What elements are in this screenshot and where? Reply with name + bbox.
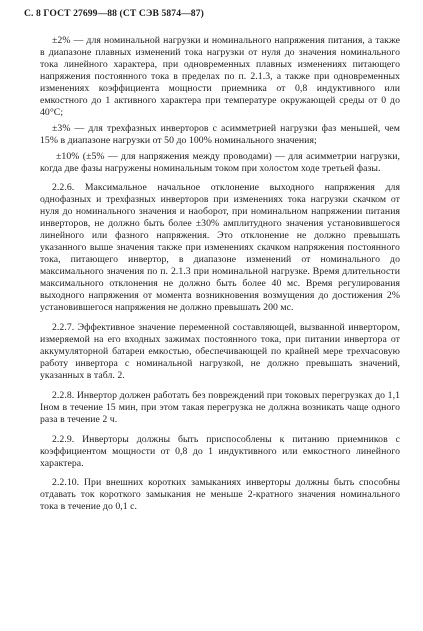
paragraph-2-2-10: 2.2.10. При внешних коротких замыканиях инверторы должны быть способны отдавать ток короткого замыкания не меньше 2-кратного значения номинального тока в течение до 0,1 с. xyxy=(40,477,400,513)
page-header: С. 8 ГОСТ 27699—88 (СТ СЭВ 5874—87) xyxy=(24,8,204,19)
paragraph-tolerance-3: ±3% — для трехфазных инверторов с асимметрией нагрузки фаз меньшей, чем 15% в диапазоне нагрузки от 50 до 100% номинального значения; xyxy=(40,122,400,146)
paragraph-tolerance-10: ±10% (±5% — для напряжения между проводами) — для асимметрии нагрузки, когда две фазы нагружены номинальным током при холостом ходе третьей фазы. xyxy=(40,150,400,174)
paragraph-2-2-6: 2.2.6. Максимальное начальное отклонение выходного напряжения для однофазных и трехфазных инверторов при изменениях тока нагрузки скачком от нуля до номинального значения и наоборот, при номинальном напряжении питания инверторов, не должно быть более ±30% амплитудного значения установившегося линейного или фазного напряжения. Это отклонение не должно превышать указанного выше значения также при изменениях скачком напряжения постоянного тока, питающего инвертор, в диапазоне изменений от номинального до максимального значения по п. 2.1.3 при номинальной нагрузке. Время длительности максимального отклонения не должно быть более 40 мс. Время регулирования выходного напряжения от момента возникновения возмущения до достижения 2% установившегося напряжения не должно превышать 200 мс. xyxy=(40,182,400,314)
paragraph-2-2-9: 2.2.9. Инверторы должны быть приспособлены к питанию приемников с коэффициентом мощности от 0,8 до 1 индуктивного или емкостного линейного характера. xyxy=(40,433,400,469)
paragraph-2-2-8: 2.2.8. Инвертор должен работать без повреждений при токовых перегрузках до 1,1 Iном в течение 15 мин, при этом такая перегрузка не должна возникать чаще одного раза в течение 2 ч. xyxy=(40,389,400,425)
paragraph-2-2-7: 2.2.7. Эффективное значение переменной составляющей, вызванной инвертором, измеряемой на его входных зажимах постоянного тока, при питании инвертора от аккумуляторной батареи емкостью, обеспечивающей по крайней мере трехчасовую работу инвертора с номинальной нагрузкой, не должно превышать значений, указанных в табл. 2. xyxy=(40,321,400,381)
paragraph-tolerance-2: ±2% — для номинальной нагрузки и номинального напряжения питания, а также в диапазоне плавных изменений тока нагрузки от нуля до значения номинального тока линейного характера, при одновременных плавных изменениях питающего напряжения постоянного тока в пределах по п. 2.1.3, а также при одновременных изменениях коэффициента мощности приемника от 0,8 индуктивного или емкостного до 1 активного характера при температуре окружающей среды от 0 до 40°С; xyxy=(40,35,400,118)
document-body xyxy=(40,35,400,513)
